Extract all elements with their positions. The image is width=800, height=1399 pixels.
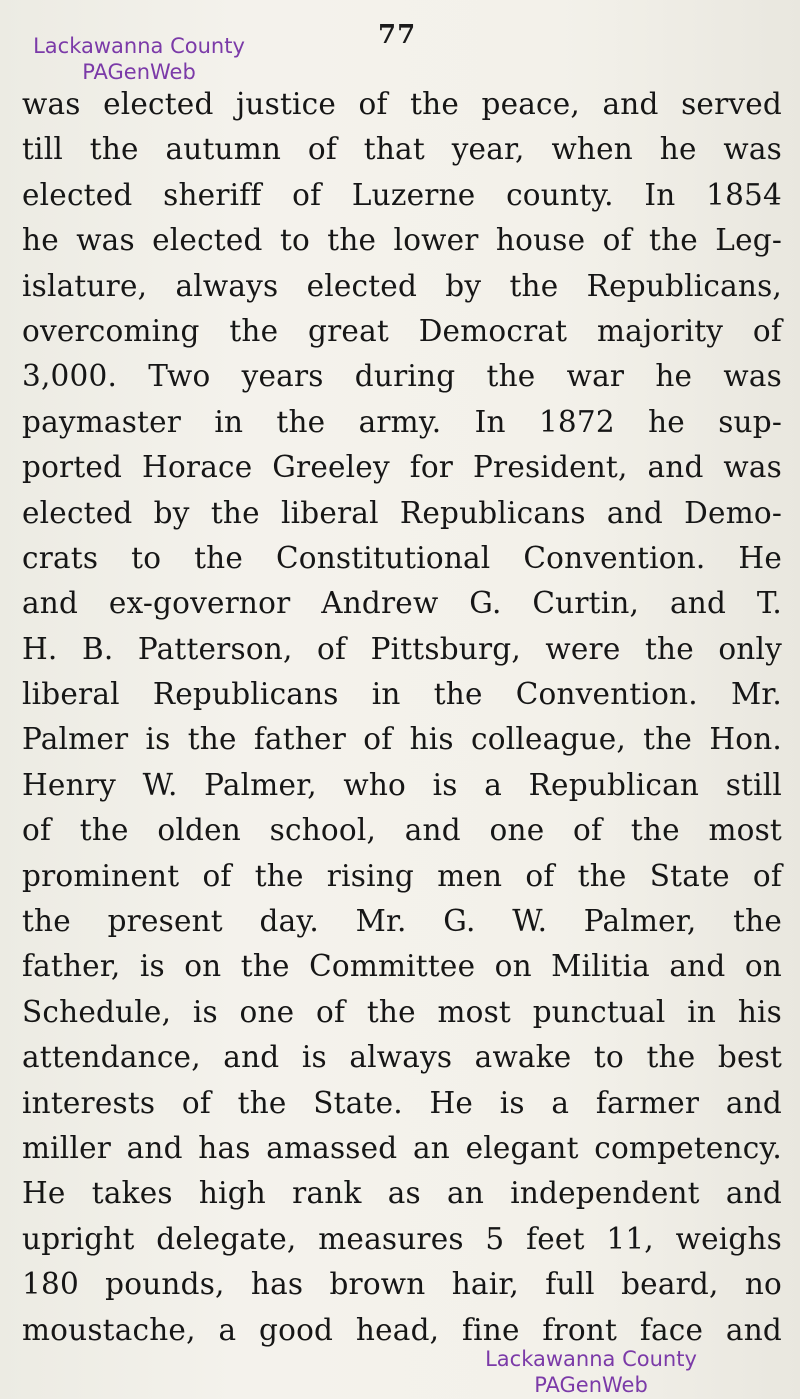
text-line: Schedule, is one of the most punctual in his	[22, 994, 782, 1029]
text-line: 3,000. Two years during the war he was	[22, 359, 782, 394]
watermark-bottom-line2: PAGenWeb	[534, 1373, 648, 1397]
text-line: and ex-governor Andrew G. Curtin, and T.	[22, 586, 782, 621]
text-line: elected sheriff of Luzerne county. In 1854	[22, 177, 782, 212]
text-line: the present day. Mr. G. W. Palmer, the	[22, 904, 782, 939]
watermark-bottom	[460, 1346, 722, 1398]
text-line: liberal Republicans in the Convention. Mr.	[22, 677, 782, 712]
text-line: Palmer is the father of his colleague, the Hon.	[22, 722, 782, 757]
text-line: ported Horace Greeley for President, and was	[22, 450, 782, 485]
page-number: 77	[378, 20, 417, 50]
watermark-bottom-line1: Lackawanna County	[485, 1347, 697, 1371]
body-text	[22, 82, 782, 1353]
watermark-top-line1: Lackawanna County	[33, 34, 245, 58]
text-line: attendance, and is always awake to the best	[22, 1040, 782, 1075]
text-line: paymaster in the army. In 1872 he sup-	[22, 404, 782, 439]
text-line: Henry W. Palmer, who is a Republican still	[22, 767, 782, 802]
text-line: of the olden school, and one of the most	[22, 813, 782, 848]
text-line: till the autumn of that year, when he was	[22, 132, 782, 167]
text-line: moustache, a good head, fine front face and	[22, 1312, 782, 1347]
text-line: overcoming the great Democrat majority of	[22, 313, 782, 348]
text-line: miller and has amassed an elegant competency.	[22, 1130, 782, 1165]
text-line: upright delegate, measures 5 feet 11, weighs	[22, 1221, 782, 1256]
text-line: islature, always elected by the Republicans,	[22, 268, 782, 303]
text-line: was elected justice of the peace, and served	[22, 87, 782, 121]
text-line: father, is on the Committee on Militia and on	[22, 949, 782, 984]
watermark-top	[8, 33, 270, 85]
text-line: H. B. Patterson, of Pittsburg, were the only	[22, 631, 782, 666]
watermark-top-line2: PAGenWeb	[82, 60, 196, 84]
text-line: crats to the Constitutional Convention. He	[22, 540, 782, 575]
text-line: elected by the liberal Republicans and Demo-	[22, 495, 782, 530]
text-line: he was elected to the lower house of the Leg-	[22, 223, 782, 258]
text-line: interests of the State. He is a farmer and	[22, 1085, 782, 1120]
text-line: prominent of the rising men of the State of	[22, 858, 782, 893]
text-line: 180 pounds, has brown hair, full beard, no	[22, 1267, 782, 1302]
text-line: He takes high rank as an independent and	[22, 1176, 782, 1211]
